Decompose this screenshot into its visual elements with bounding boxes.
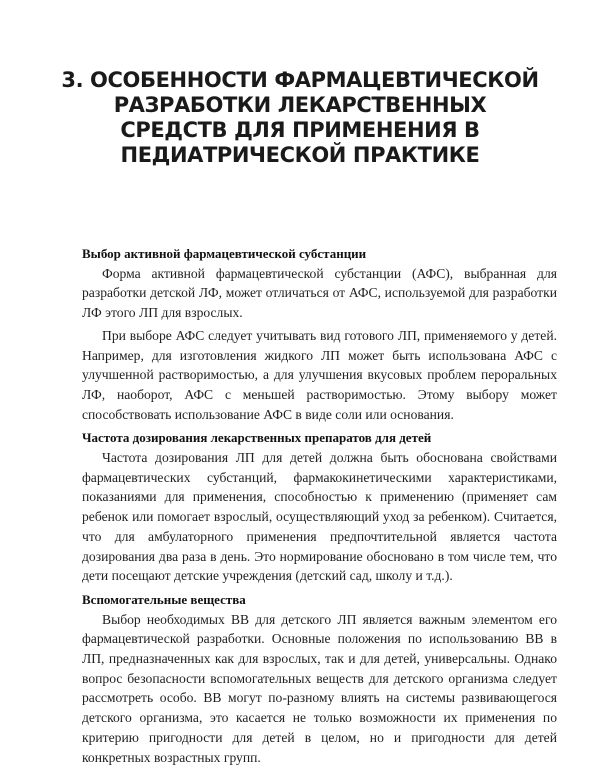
paragraph: Форма активной фармацевтической субстанции (АФС), выбранная для разработки детской ЛФ, может отличаться от АФС, используемой для разработки ЛФ этого ЛП для взрослых. [82, 265, 557, 321]
section-api-selection [82, 244, 557, 424]
section-heading: Вспомогательные вещества [82, 591, 246, 607]
paragraph: Частота дозирования ЛП для детей должна быть обоснована свойствами фармацевтических субстанций, фармакокинетическими характеристиками, показаниями для применения, способностью к применению (применяет сам ребенок или помогает взрослый, осуществляющий уход за ребенком). Считается, что для амбулаторного применения предпочтительной является частота дозирования два раза в день. Это нормирование обосновано в том числе тем, что дети посещают детские учреждения (детский сад, школу и т.д.). [82, 450, 557, 584]
section-heading: Частота дозирования лекарственных препаратов для детей [82, 430, 432, 446]
paragraph: Выбор необходимых ВВ для детского ЛП является важным элементом его фармацевтической разработки. Основные положения по использованию ВВ в ЛП, предназначенных как для взрослых, так и для детей, универсальны. Однако вопрос безопасности вспомогательных веществ для детского организма следует рассмотреть особо. ВВ могут по-разному влиять на системы развивающегося детского организма, это касается не только возможности их применения по критерию пригодности для детей в целом, но и пригодности для детей конкретных возрастных групп. [82, 611, 557, 765]
section-dosing-frequency [82, 428, 557, 586]
section-heading: Выбор активной фармацевтической субстанции [82, 246, 367, 261]
section-excipients [82, 590, 557, 767]
paragraph: При выборе АФС следует учитывать вид готового ЛП, применяемого у детей. Например, для изготовления жидкого ЛП может быть использована АФС с улучшенной растворимостью, а для улучшения вкусовых проблем пероральных ЛФ, наоборот, АФС с меньшей растворимостью. Этому выбору может способствовать использование АФС в виде соли или основания. [82, 327, 557, 422]
chapter-title: 3. ОСОБЕННОСТИ ФАРМАЦЕВТИЧЕСКОЙ РАЗРАБОТКИ ЛЕКАРСТВЕННЫХ СРЕДСТВ ДЛЯ ПРИМЕНЕНИЯ В ПЕДИАТРИЧЕСКОЙ ПРАКТИКЕ [61, 68, 539, 167]
page-body [82, 244, 557, 767]
